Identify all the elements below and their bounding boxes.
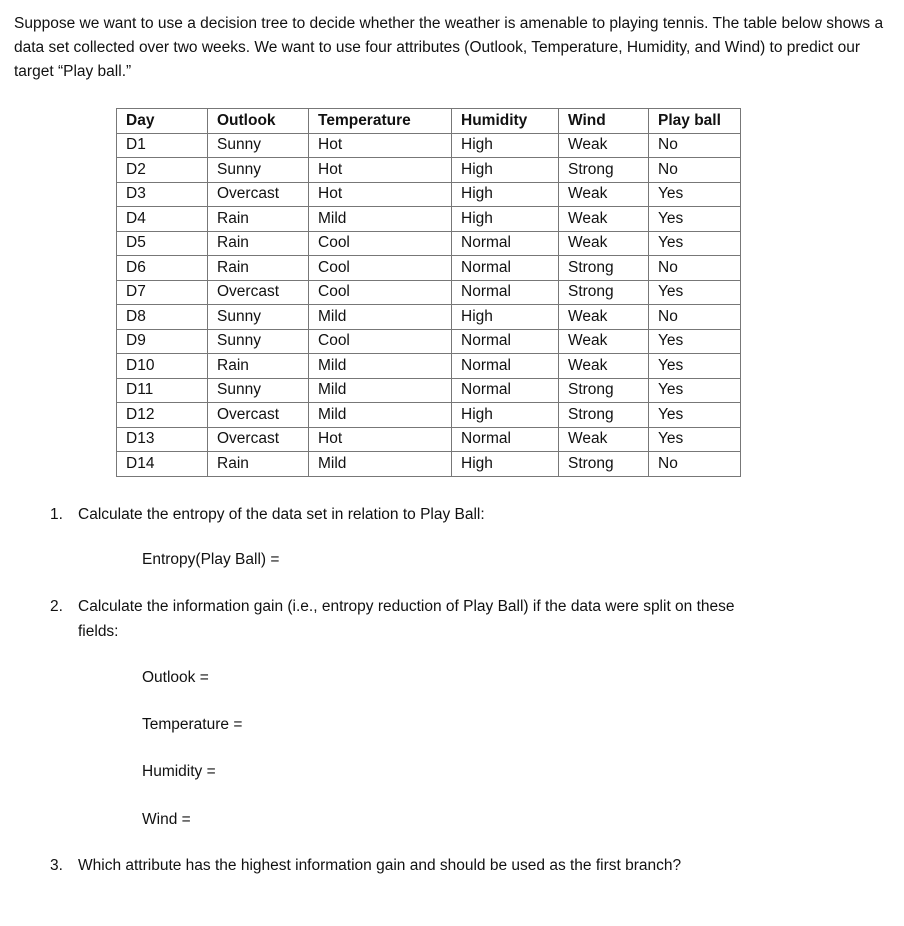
table-cell: Normal [452,427,559,452]
table-cell: Strong [559,452,649,477]
table-cell: D7 [117,280,208,305]
table-cell: No [649,305,741,330]
table-cell: Yes [649,403,741,428]
q3-text: Which attribute has the highest information gain and should be used as the first branch? [78,857,682,874]
column-header: Humidity [452,109,559,134]
table-row [117,403,741,428]
table-cell: No [649,256,741,281]
table-cell: Cool [309,329,452,354]
table-cell: Strong [559,378,649,403]
table-cell: High [452,452,559,477]
table-cell: Normal [452,378,559,403]
table-cell: Hot [309,133,452,158]
q1-number: 1. [50,506,63,523]
table-header-row [117,109,741,134]
table-cell: Normal [452,280,559,305]
table-cell: Mild [309,403,452,428]
table-cell: Yes [649,231,741,256]
q3-number: 3. [50,857,63,874]
table-cell: Cool [309,231,452,256]
table-cell: D14 [117,452,208,477]
table-cell: Sunny [208,329,309,354]
table-cell: D8 [117,305,208,330]
table-cell: High [452,305,559,330]
table-cell: No [649,133,741,158]
q2-number: 2. [50,598,63,615]
table-cell: Overcast [208,403,309,428]
table-cell: Yes [649,182,741,207]
intro-paragraph: Suppose we want to use a decision tree to decide whether the weather is amenable to playing tennis. The table below shows a data set collected over two weeks. We want to use four attributes (Outlook, Temperature, Humidity, and Wind) to predict our target “Play ball.” [14,15,884,80]
table-row [117,427,741,452]
table-cell: Strong [559,280,649,305]
table-cell: Overcast [208,280,309,305]
q2-outlook-label: Outlook = [142,669,209,686]
table-cell: Rain [208,354,309,379]
table-cell: Yes [649,329,741,354]
table-cell: Weak [559,182,649,207]
table-row [117,378,741,403]
table-cell: Rain [208,452,309,477]
table-row [117,182,741,207]
table-cell: Mild [309,378,452,403]
table-cell: Rain [208,207,309,232]
table-cell: Hot [309,182,452,207]
table-cell: D2 [117,158,208,183]
table-cell: Yes [649,427,741,452]
table-cell: Mild [309,207,452,232]
table-cell: Cool [309,256,452,281]
table-cell: High [452,158,559,183]
table-row [117,305,741,330]
table-cell: Mild [309,354,452,379]
table-cell: Weak [559,427,649,452]
q2-wind-label: Wind = [142,811,191,828]
table-row [117,354,741,379]
column-header: Day [117,109,208,134]
column-header: Outlook [208,109,309,134]
table-cell: Mild [309,452,452,477]
table-cell: Yes [649,207,741,232]
table-cell: High [452,403,559,428]
q2-text: Calculate the information gain (i.e., entropy reduction of Play Ball) if the data were split on these [78,598,735,615]
table-cell: Rain [208,231,309,256]
q2-temperature-label: Temperature = [142,716,243,733]
table-cell: Normal [452,231,559,256]
table-cell: D6 [117,256,208,281]
weather-data-table [116,108,741,477]
table-row [117,207,741,232]
table-cell: Weak [559,133,649,158]
q2-text-cont: fields: [78,623,119,640]
table-row [117,329,741,354]
table-cell: Strong [559,158,649,183]
table-row [117,158,741,183]
table-cell: Sunny [208,378,309,403]
table-row [117,280,741,305]
table-cell: D3 [117,182,208,207]
table-cell: Hot [309,158,452,183]
table-cell: Cool [309,280,452,305]
table-cell: Strong [559,403,649,428]
table-cell: High [452,133,559,158]
table-cell: Weak [559,354,649,379]
table-cell: D9 [117,329,208,354]
table-cell: Weak [559,305,649,330]
table-cell: Normal [452,329,559,354]
table-cell: D13 [117,427,208,452]
table-cell: Normal [452,354,559,379]
table-cell: Sunny [208,305,309,330]
table-row [117,231,741,256]
table-cell: Sunny [208,133,309,158]
column-header: Wind [559,109,649,134]
table-cell: Yes [649,354,741,379]
q1-text: Calculate the entropy of the data set in relation to Play Ball: [78,506,485,523]
table-row [117,133,741,158]
table-row [117,256,741,281]
column-header: Temperature [309,109,452,134]
table-cell: D10 [117,354,208,379]
table-cell: Sunny [208,158,309,183]
table-cell: Overcast [208,427,309,452]
table-cell: Mild [309,305,452,330]
table-cell: D11 [117,378,208,403]
table-cell: Overcast [208,182,309,207]
table-cell: D1 [117,133,208,158]
table-cell: High [452,182,559,207]
table-cell: Strong [559,256,649,281]
table-cell: D4 [117,207,208,232]
table-cell: D5 [117,231,208,256]
table-cell: Weak [559,207,649,232]
table-cell: Weak [559,231,649,256]
table-cell: No [649,158,741,183]
q1-entropy-label: Entropy(Play Ball) = [142,551,280,568]
table-cell: Hot [309,427,452,452]
table-cell: Weak [559,329,649,354]
table-cell: No [649,452,741,477]
q2-humidity-label: Humidity = [142,763,216,780]
column-header: Play ball [649,109,741,134]
table-cell: D12 [117,403,208,428]
table-cell: High [452,207,559,232]
table-cell: Yes [649,378,741,403]
table-cell: Yes [649,280,741,305]
table-row [117,452,741,477]
table-cell: Rain [208,256,309,281]
table-cell: Normal [452,256,559,281]
